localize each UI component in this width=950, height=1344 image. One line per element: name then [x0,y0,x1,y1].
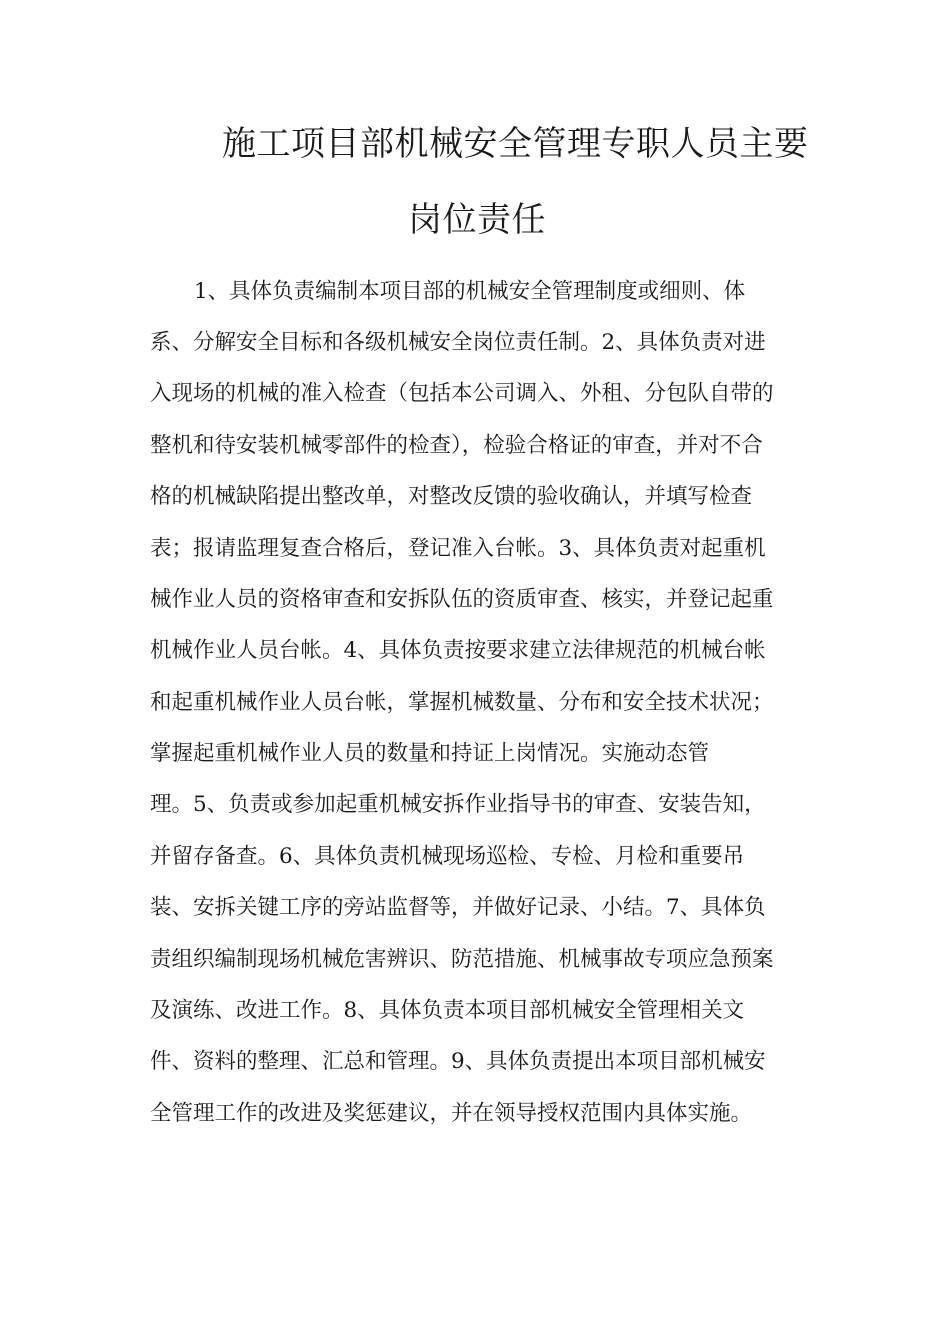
body-text-line: 械作业人员的资格审查和安拆队伍的资质审查、核实，并登记起重 [150,587,774,612]
body-text-line: 及演练、改进工作。8、具体负责本项目部机械安全管理相关文 [150,998,745,1023]
body-text-line: 1、具体负责编制本项目部的机械安全管理制度或细则、体 [194,279,746,304]
body-text-line: 件、资料的整理、汇总和管理。9、具体负责提出本项目部机械安 [150,1049,766,1074]
body-text-line: 并留存备查。6、具体负责机械现场巡检、专检、月检和重要吊 [150,844,745,869]
body-text-line: 格的机械缺陷提出整改单，对整改反馈的验收确认，并填写检查 [150,484,753,509]
body-text-line: 和起重机械作业人员台帐，掌握机械数量、分布和安全技术状况； [150,690,774,715]
body-text-line: 入现场的机械的准入检查（包括本公司调入、外租、分包队自带的 [150,381,774,406]
body-text-line: 装、安拆关键工序的旁站监督等，并做好记录、小结。7、具体负 [150,895,766,920]
body-text-line: 掌握起重机械作业人员的数量和持证上岗情况。实施动态管 [150,741,710,766]
body-text-line: 理。5、负责或参加起重机械安拆作业指导书的审查、安装告知， [150,792,766,817]
document-title-line-2: 岗位责任 [408,200,546,240]
body-text-line: 机械作业人员台帐。4、具体负责按要求建立法律规范的机械台帐 [150,638,766,663]
document-title-line-1: 施工项目部机械安全管理专职人员主要 [222,124,809,164]
body-text-line: 整机和待安装机械零部件的检查），检验合格证的审查，并对不合 [150,433,763,458]
body-text-line: 表；报请监理复查合格后，登记准入台帐。3、具体负责对起重机 [150,536,766,561]
body-text-line: 系、分解安全目标和各级机械安全岗位责任制。2、具体负责对进 [150,330,766,355]
body-text-line: 全管理工作的改进及奖惩建议，并在领导授权范围内具体实施。 [150,1101,753,1126]
body-text-line: 责组织编制现场机械危害辨识、防范措施、机械事故专项应急预案 [150,947,774,972]
